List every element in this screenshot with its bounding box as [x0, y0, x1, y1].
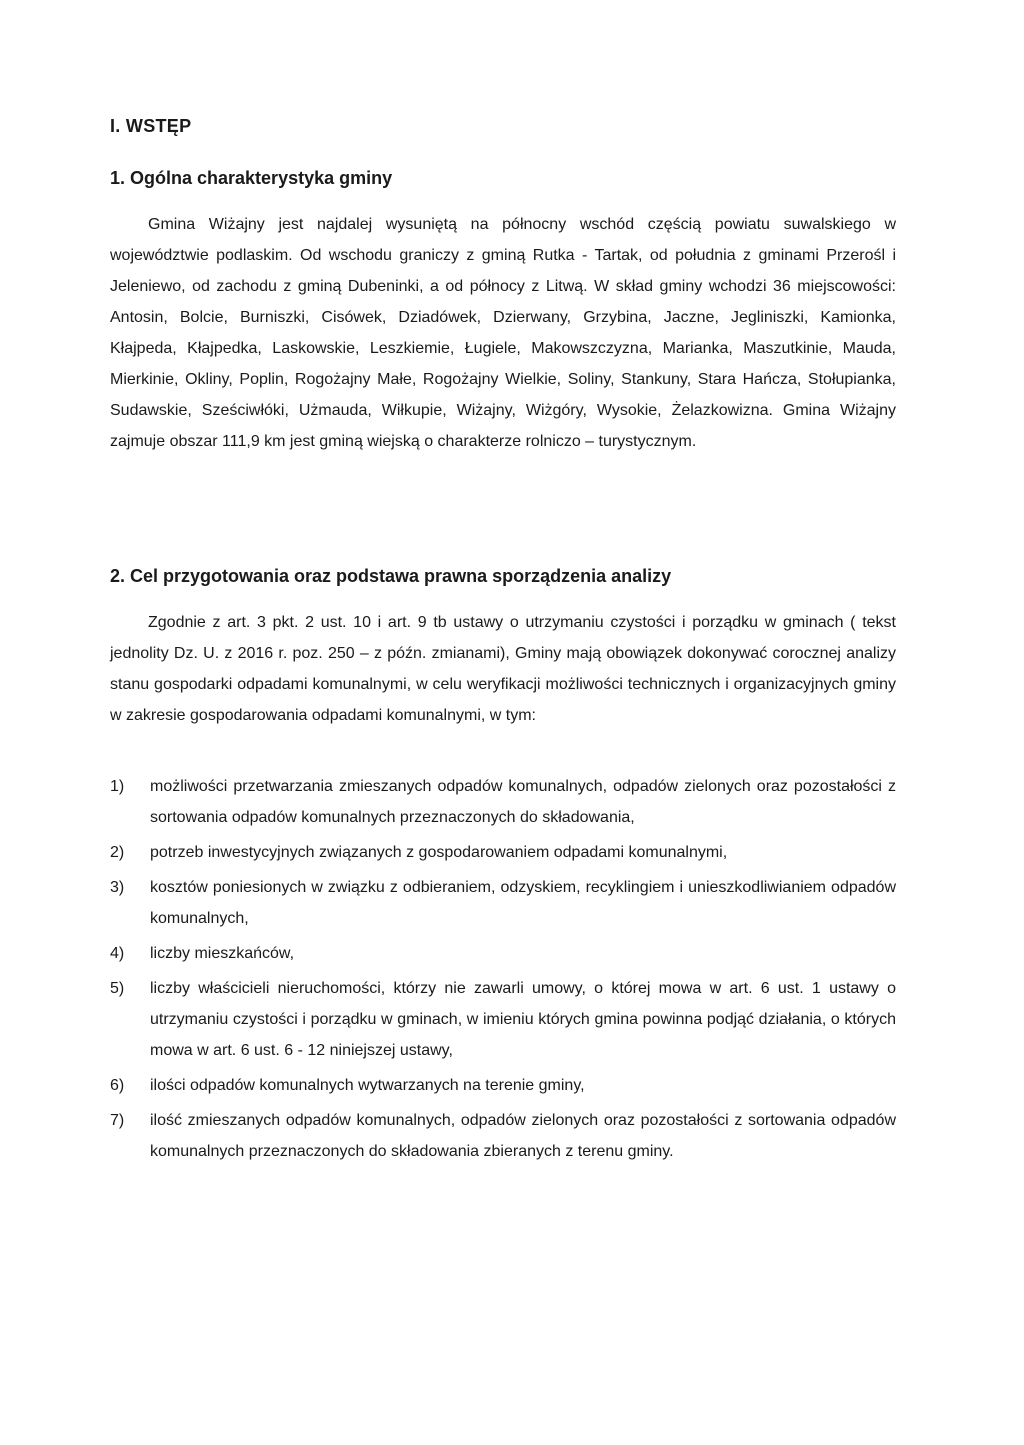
list-item-text: ilości odpadów komunalnych wytwarzanych na terenie gminy,	[150, 1077, 585, 1094]
list-item-number: 6)	[110, 1077, 125, 1094]
list-item-text: liczby właścicieli nieruchomości, którzy nie zawarli umowy, o której mowa w art. 6 ust. 1 ustawy o utrzymaniu czystości i porządku w gminach, w imieniu których gmina powinna podjąć działania, o których mowa w art. 6 ust. 6 - 12 niniejszej ustawy,	[150, 980, 896, 1059]
chapter-heading: I. WSTĘP	[110, 116, 192, 136]
list-item	[110, 771, 896, 833]
list-item	[110, 837, 896, 868]
list-item-text: możliwości przetwarzania zmieszanych odpadów komunalnych, odpadów zielonych oraz pozostałości z sortowania odpadów komunalnych przeznaczonych do składowania,	[150, 778, 896, 826]
list-item	[110, 1070, 896, 1101]
section-1-paragraph: Gmina Wiżajny jest najdalej wysuniętą na północny wschód częścią powiatu suwalskiego w województwie podlaskim. Od wschodu graniczy z gminą Rutka - Tartak, od południa z gminami Przerośl i Jeleniewo, od zachodu z gminą Dubeninki, a od północy z Litwą. W skład gminy wchodzi 36 miejscowości: Antosin, Bolcie, Burniszki, Cisówek, Dziadówek, Dzierwany, Grzybina, Jaczne, Jegliniszki, Kamionka, Kłajpeda, Kłajpedka, Laskowskie, Leszkiemie, Ługiele, Makowszczyzna, Marianka, Maszutkinie, Mauda, Mierkinie, Okliny, Poplin, Rogożajny Małe, Rogożajny Wielkie, Soliny, Stankuny, Stara Hańcza, Stołupianka, Sudawskie, Sześciwłóki, Użmauda, Wiłkupie, Wiżajny, Wiżgóry, Wysokie, Żelazkowizna. Gmina Wiżajny zajmuje obszar 111,9 km jest gminą wiejską o charakterze rolniczo – turystycznym.	[110, 216, 896, 450]
list-item-text: liczby mieszkańców,	[150, 945, 295, 962]
list-item-number: 1)	[110, 778, 125, 795]
list-item-number: 4)	[110, 945, 125, 962]
list-item-text: potrzeb inwestycyjnych związanych z gospodarowaniem odpadami komunalnymi,	[150, 844, 728, 861]
list-item	[110, 973, 896, 1066]
section-1-title: 1. Ogólna charakterystyka gminy	[110, 168, 393, 188]
list-item-number: 5)	[110, 980, 125, 997]
list-item-number: 2)	[110, 844, 125, 861]
section-2-intro: Zgodnie z art. 3 pkt. 2 ust. 10 i art. 9 tb ustawy o utrzymaniu czystości i porządku w gminach ( tekst jednolity Dz. U. z 2016 r. poz. 250 – z późn. zmianami), Gminy mają obowiązek dokonywać corocznej analizy stanu gospodarki odpadami komunalnymi, w celu weryfikacji możliwości technicznych i organizacyjnych gminy w zakresie gospodarowania odpadami komunalnymi, w tym:	[110, 614, 896, 724]
list-item-number: 7)	[110, 1112, 125, 1129]
list-item-text: kosztów poniesionych w związku z odbieraniem, odzyskiem, recyklingiem i unieszkodliwianiem odpadów komunalnych,	[150, 879, 896, 927]
list-item	[110, 1105, 896, 1167]
list-item-number: 3)	[110, 879, 125, 896]
list-item-text: ilość zmieszanych odpadów komunalnych, odpadów zielonych oraz pozostałości z sortowania odpadów komunalnych przeznaczonych do składowania zbieranych z terenu gminy.	[150, 1112, 896, 1160]
list-item	[110, 872, 896, 934]
list-item	[110, 938, 896, 969]
section-2-title: 2. Cel przygotowania oraz podstawa prawna sporządzenia analizy	[110, 566, 672, 586]
requirements-list	[110, 771, 896, 1171]
